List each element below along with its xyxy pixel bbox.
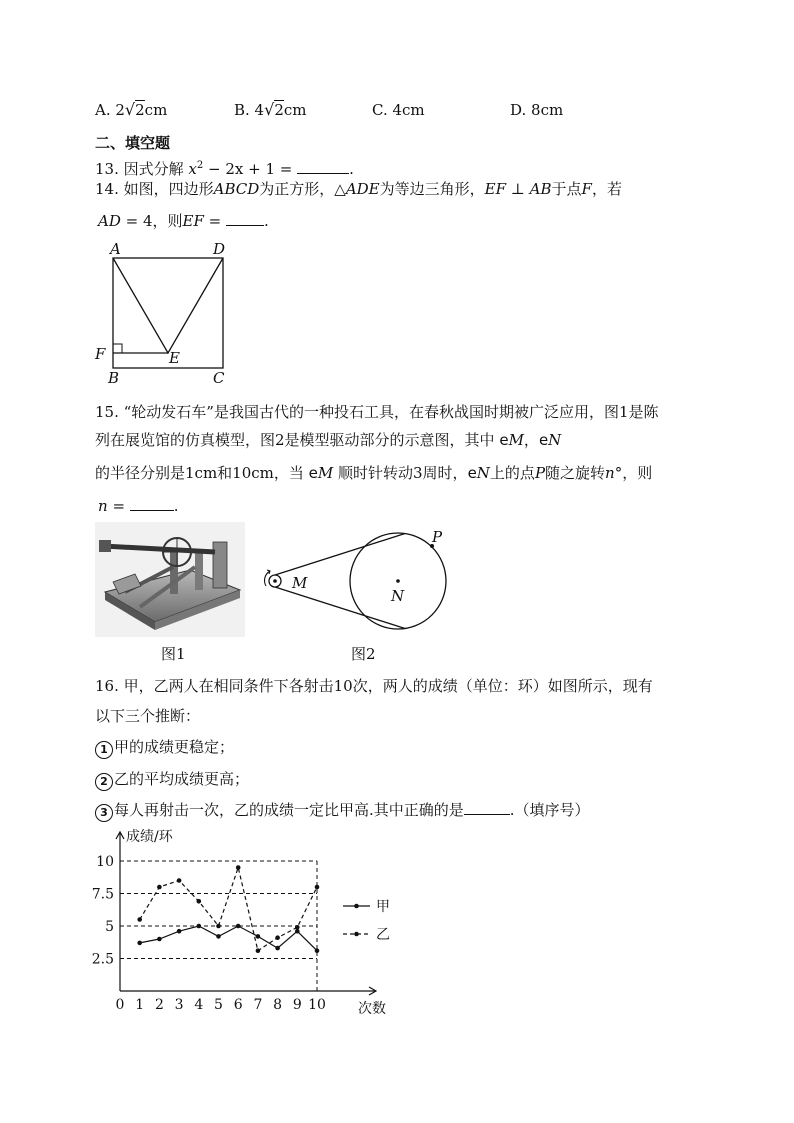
data-point xyxy=(236,865,241,870)
choice-c: C. 4cm xyxy=(372,101,425,119)
x-tick-label: 3 xyxy=(174,997,184,1013)
question-15-line4: n = . xyxy=(98,497,179,515)
data-point xyxy=(177,929,182,934)
circled-number: 1 xyxy=(95,741,113,759)
x-tick-label: 8 xyxy=(273,997,283,1013)
y-tick-label: 5 xyxy=(105,919,114,935)
score-line-chart xyxy=(91,825,415,1017)
choice-d: D. 8cm xyxy=(510,101,564,119)
label-b: B xyxy=(108,369,120,387)
circled-number: 3 xyxy=(95,804,113,822)
x-tick-label: 7 xyxy=(253,997,263,1013)
label-n: N xyxy=(391,587,405,605)
answer-blank-15[interactable] xyxy=(130,496,174,511)
label-p: P xyxy=(432,528,443,546)
legend-label: 乙 xyxy=(376,927,390,943)
x-axis-label: 次数 xyxy=(358,1001,386,1017)
legend-label: 甲 xyxy=(376,899,390,915)
x-tick-label: 6 xyxy=(233,997,243,1013)
answer-blank-13[interactable] xyxy=(297,159,349,174)
label-a: A xyxy=(110,240,121,258)
data-point xyxy=(275,935,280,940)
data-point xyxy=(177,878,182,883)
catapult-photo xyxy=(95,522,245,637)
question-16-line2: 以下三个推断： xyxy=(95,707,201,725)
legend-marker xyxy=(354,904,359,909)
inference-2: 2 乙的平均成绩更高； xyxy=(95,769,249,791)
inference-3: 3 每人再射击一次，乙的成绩一定比甲高.其中正确的是 .（填序号） xyxy=(95,800,590,822)
label-f: F xyxy=(95,345,106,363)
x-tick-label: 10 xyxy=(308,997,326,1013)
y-tick-label: 7.5 xyxy=(91,886,114,903)
question-13: 13. 因式分解 $x^2 - 2x + 1$ = . xyxy=(95,160,354,178)
question-15-line2: 列在展览馆的仿真模型，图2是模型驱动部分的示意图，其中 eM，eN xyxy=(95,431,562,449)
y-tick-label: 10 xyxy=(96,854,114,870)
square-abcd xyxy=(113,258,223,368)
fig1-caption: 图1 xyxy=(161,645,186,663)
label-c: C xyxy=(213,369,225,387)
belt-drive-diagram xyxy=(258,524,458,644)
x-tick-label: 5 xyxy=(214,997,223,1013)
fig2-caption: 图2 xyxy=(351,645,376,663)
data-point xyxy=(197,924,202,929)
data-point xyxy=(137,941,142,946)
label-d: D xyxy=(213,240,226,258)
question-14-line2: AD = 4，则EF = . xyxy=(98,212,269,230)
data-point xyxy=(236,924,241,929)
x-tick-label: 1 xyxy=(135,997,145,1013)
triangle-ade xyxy=(113,258,223,353)
x-tick-label: 4 xyxy=(194,997,204,1013)
label-m: M xyxy=(292,574,308,592)
x-tick-label: 9 xyxy=(292,997,302,1013)
inference-1: 1 甲的成绩更稳定； xyxy=(95,737,234,759)
data-point xyxy=(216,924,221,929)
question-16-line1: 16. 甲，乙两人在相同条件下各射击10次，两人的成绩（单位：环）如图所示，现有 xyxy=(95,677,653,695)
data-point xyxy=(295,925,300,930)
data-point xyxy=(157,937,162,942)
circled-number: 2 xyxy=(95,773,113,791)
data-point xyxy=(157,885,162,890)
data-point xyxy=(197,899,202,904)
question-15-line1: 15. “轮动发石车”是我国古代的一种投石工具，在春秋战国时期被广泛应用，图1是陈 xyxy=(95,403,659,421)
data-point xyxy=(137,917,142,922)
data-point xyxy=(275,946,280,951)
series-line-jia xyxy=(140,926,317,951)
belt-bottom xyxy=(275,587,405,629)
y-axis-label: 成绩/环 xyxy=(126,829,173,845)
legend-marker xyxy=(354,932,359,937)
question-14-line1: 14. 如图，四边形ABCD为正方形，△ADE为等边三角形，EF ⊥ AB于点F，若 xyxy=(95,180,622,198)
section-title: 二、填空题 xyxy=(95,134,171,152)
x-tick-label: 0 xyxy=(115,997,125,1013)
right-angle-mark xyxy=(113,344,122,353)
label-e: E xyxy=(169,349,180,367)
center-m xyxy=(273,579,277,583)
answer-blank-16[interactable] xyxy=(464,800,510,815)
data-point xyxy=(216,934,221,939)
question-15-line3: 的半径分别是1cm和10cm，当 eM 顺时针转动3周时，eN上的点P随之旋转n°，则 xyxy=(95,464,653,482)
y-tick-label: 2.5 xyxy=(91,951,114,968)
data-point xyxy=(256,948,261,953)
data-point xyxy=(315,948,320,953)
choice-a: A. 2√2cm xyxy=(95,100,168,119)
answer-blank-14[interactable] xyxy=(226,211,264,226)
data-point xyxy=(315,885,320,890)
choice-b: B. 4√2cm xyxy=(234,100,307,119)
belt-top xyxy=(275,534,405,576)
x-tick-label: 2 xyxy=(154,997,164,1013)
square-triangle-figure xyxy=(95,240,235,390)
center-n xyxy=(396,579,400,583)
series-line-yi xyxy=(140,868,317,951)
data-point xyxy=(256,934,261,939)
